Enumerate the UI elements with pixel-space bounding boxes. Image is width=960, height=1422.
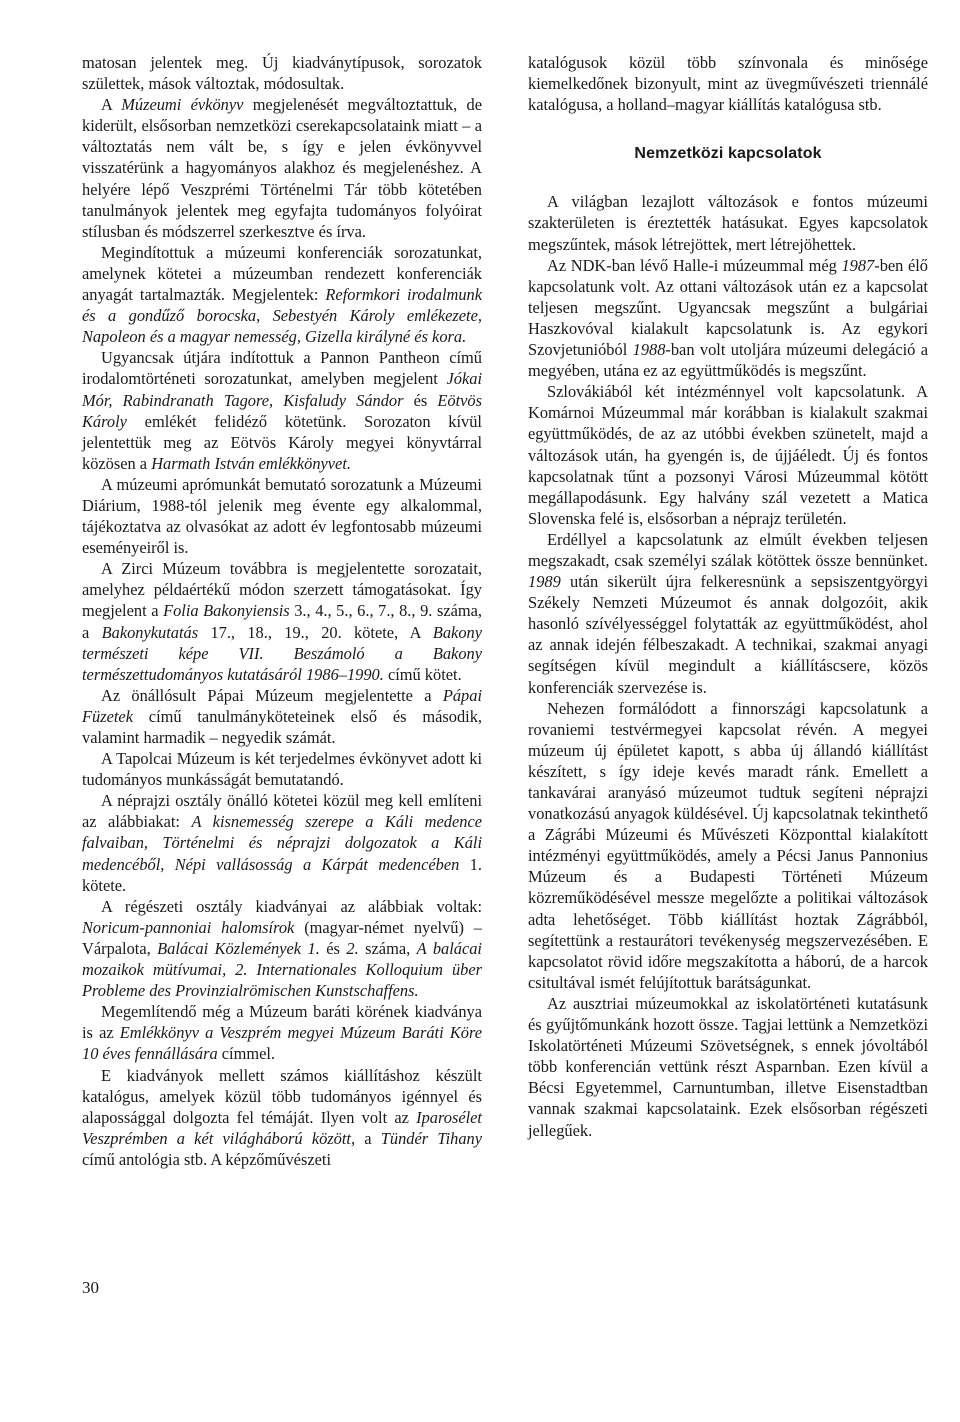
paragraph: Nehezen formálódott a finnországi kapcsolatunk a rovaniemi testvérmegyei kapcsolat révén. A megyei múzeum új épületet kapott, s abba új állandó kiállítást készített, s így ideje kevés maradt ránk. Emellett a tankavárai aranyásó múzeumot tudtuk segíteni néprajzi vonatkozású anyagok küldésével. Új kapcsolatnak tekinthető a Zágrábi Múzeumi és Művészeti Központtal kialakított intézményi együttműködés, amely a Pécsi Janus Pannonius Múzeum és a Budapesti Történeti Múzeum közreműködésével messze megelőzte a politikai változások adta lehetőséget. Több kiállítást hoztak Zágrábból, segítettünk a restaurátori tevékenység megszervezésében. E kapcsolatot rövid időre megszakította a háború, de a harcok csitultával ismét felújítottuk barátságunkat.	[528, 698, 928, 992]
right-column	[528, 52, 928, 1141]
right-column-body	[528, 191, 928, 1140]
paragraph: Megindítottuk a múzeumi konferenciák sorozatunkat, amelynek kötetei a múzeumban rendezett konferenciák anyagát tartalmazták. Megjelentek: Reformkori irodalmunk és a gondűző borocska, Sebestyén Károly emlékezete, Napoleon és a magyar nemesség, Gizella királyné és kora.	[82, 242, 483, 347]
paragraph: A világban lezajlott változások e fontos múzeumi szakterületen is éreztették hatásukat. Egyes kapcsolatok megszűntek, mások létrejöttek, mert létrejöhettek.	[528, 192, 928, 254]
paragraph: matosan jelentek meg. Új kiadványtípusok, sorozatok születtek, mások változtak, módosultak.	[82, 53, 482, 94]
paragraph: Az ausztriai múzeumokkal az iskolatörténeti kutatásunk és gyűjtőmunkánk hozott össze. Tagjai lettünk a Nemzetközi Iskolatörténeti Múzeumi Szövetségnek, s ennek jóvoltából több konferencián vettünk részt Asparnban. Ezen kívül a Bécsi Egyetemmel, Carnuntumban, illetve Eisenstadtban vannak szakmai kapcsolataink. Ezek elsősorban régészeti jellegűek.	[528, 993, 928, 1140]
paragraph: Erdéllyel a kapcsolatunk az elmúlt években teljesen megszakadt, csak személyi szálak kötöttek össze bennünket. 1989 után sikerült újra felkeresnünk a sepsiszentgyörgyi Székely Nemzeti Múzeumot és annak dolgozóit, akik hasonló szívélyességgel folytatták az együttműködést, ahol az annak idején félbeszakadt. A technikai, szakmai anyagi segítségen kívül megindult a kiállításcsere, közös konferenciák szervezése is.	[528, 529, 928, 697]
paragraph: Megemlítendő még a Múzeum baráti körének kiadványa is az Emlékkönyv a Veszprém megyei Múzeum Baráti Köre 10 éves fennállására címmel.	[82, 1002, 482, 1064]
paragraph: Szlovákiából két intézménnyel volt kapcsolatunk. A Komárnoi Múzeummal már korábban is kialakult szakmai együttműködés, de az az utóbbi években szünetelt, majd a változások után, ha gyengén is, de újjáéledt. Új és fontos kapcsolatnak tűnt a pozsonyi Városi Múzeummal kötött megállapodásunk. Egy halvány szál vezetett a Matica Slovenska felé is, elsősorban a néprajz területén.	[528, 382, 928, 528]
paragraph: A néprajzi osztály önálló kötetei közül meg kell említeni az alábbiakat: A kisnemesség szerepe a Káli medence falvaiban, Történelmi és néprajzi dolgozatok a Káli medencéből, Népi vallásosság a Kárpát medencében 1. kötete.	[82, 791, 483, 895]
paragraph: Ugyancsak útjára indítottuk a Pannon Pantheon című irodalomtörténeti sorozatunkat, amelyben megjelent Jókai Mór, Rabindranath Tagore, Kisfaludy Sándor és Eötvös Károly emlékét felidéző kötetünk. Sorozaton kívül jelentettük meg az Eötvös Károly megyei könyvtárral közösen a Harmath István emlékkönyvet.	[82, 348, 482, 473]
page-number: 30	[82, 1278, 99, 1297]
paragraph: A Múzeumi évkönyv megjelenését megváltoztattuk, de kiderült, elsősorban nemzetközi cserekapcsolataink miatt – a változtatás nem vált be, s így e jelen évkönyvvel visszatérünk a hagyományos alakhoz és megjelenéshez. A helyére lépő Veszprémi Történelmi Tár több kötetében tanulmányok jelentek meg egyfajta tudományos folyóirat stílusban és módszerrel szerkesztve és írva.	[82, 95, 483, 241]
paragraph: A régészeti osztály kiadványai az alábbiak voltak: Noricum-pannoniai halomsírok (magyar-német nyelvű) – Várpalota, Balácai Közlemények 1. és 2. száma, A balácai mozaikok mütívumai, 2. Internationales Kolloquium über Probleme des Provinzialrömischen Kunstschaffens.	[82, 896, 482, 1001]
paragraph: Az NDK-ban lévő Halle-i múzeummal még 1987-ben élő kapcsolatunk volt. Az ottani változások után ez a kapcsolat teljesen megszűnt. Ugyancsak megszűnt a bulgáriai Haszkovóval kialakult kapcsolatunk is. Az egykori Szovjetunióból 1988-ban volt utoljára múzeumi delegáció a megyében, utána ez az együttműködés is megszűnt.	[528, 255, 929, 381]
paragraph: A Zirci Múzeum továbbra is megjelentette sorozatait, amelyhez példaértékű módon szerzett támogatásokat. Így megjelent a Folia Bakonyiensis 3., 4., 5., 6., 7., 8., 9. száma, a Bakonykutatás 17., 18., 19., 20. kötete, A Bakony természeti képe VII. Beszámoló a Bakony természettudományos kutatásáról 1986–1990. című kötet.	[82, 559, 482, 684]
paragraph: Az önállósult Pápai Múzeum megjelentette a Pápai Füzetek című tanulmányköteteinek első és második, valamint harmadik – negyedik számát.	[82, 685, 482, 747]
paragraph: katalógusok közül több színvonala és minősége kiemelkedőnek bizonyult, mint az üvegművészeti triennálé katalógusa, a holland–magyar kiállítás katalógusa stb.	[528, 53, 928, 115]
left-column	[82, 52, 482, 1170]
paragraph: E kiadványok mellett számos kiállításhoz készült katalógus, amelyek közül több tudományos igénnyel és alapossággal dolgozta fel témáját. Ilyen volt az Iparosélet Veszprémben a két világháború között, a Tündér Tihany című antológia stb. A képzőművészeti	[82, 1065, 482, 1169]
section-heading: Nemzetközi kapcsolatok	[634, 145, 822, 163]
paragraph: A Tapolcai Múzeum is két terjedelmes évkönyvet adott ki tudományos munkásságát bemutatandó.	[82, 749, 482, 790]
paragraph: A múzeumi aprómunkát bemutató sorozatunk a Múzeumi Diárium, 1988-tól jelenik meg évente egy alkalommal, tájékoztatva az olvasókat az adott év legfontosabb múzeumi eseményeiről is.	[82, 474, 482, 558]
